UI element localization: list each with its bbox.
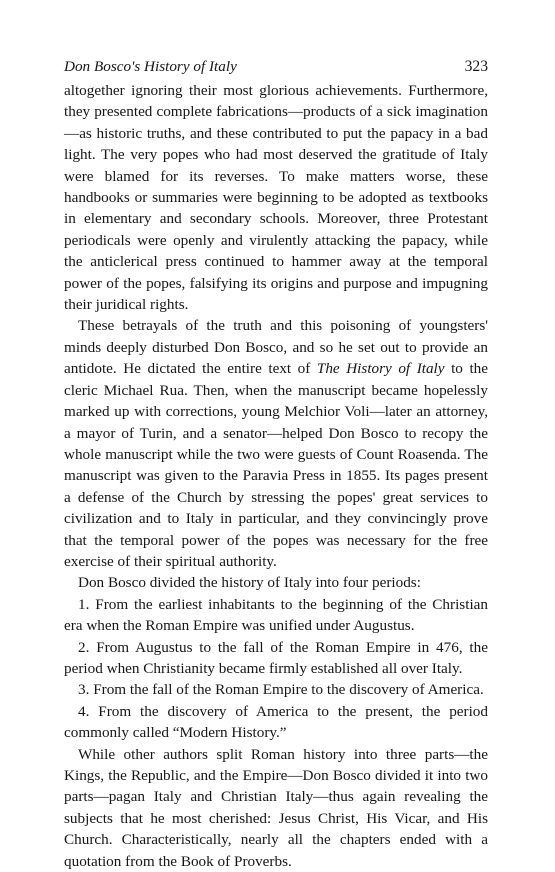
paragraph-antidote (64, 315, 488, 572)
paragraph-antidote-text-before: These betrayals of the truth and this poisoning of youngsters' minds deeply disturbed Don Bosco, and so he set out to provide an antidote. He dictated the entire text of (64, 317, 488, 378)
list-item-period-3: 3. From the fall of the Roman Empire to the discovery of America. (78, 681, 484, 699)
running-title: Don Bosco's History of Italy (64, 58, 237, 75)
page-number: 323 (464, 58, 488, 75)
book-title: The History of Italy (316, 360, 445, 378)
paragraph-antidote-text-after: to the cleric Michael Rua. Then, when the manuscript became hopelessly marked up with corrections, young Melchior Voli—later an attorney, a mayor of Turin, and a senator—helped Don Bosco to recopy the whole manuscript while the two were guests of Count Roasenda. The manuscript was given to the Paravia Press in 1855. Its pages present a defense of the Church by stressing the popes' great services to civilization and to Italy in particular, and they convincingly prove that the temporal power of the popes was necessary for the free exercise of their spiritual authority. (64, 360, 488, 570)
book-page (64, 56, 488, 872)
list-item-period-4: 4. From the discovery of America to the present, the period commonly called “Modern History.” (64, 702, 488, 742)
body-text (64, 80, 488, 872)
list-item-period-2: 2. From Augustus to the fall of the Roman Empire in 476, the period when Christianity became firmly established all over Italy. (64, 638, 488, 677)
list-item-period-1: 1. From the earliest inhabitants to the beginning of the Christian era when the Roman Empire was unified under Augustus. (64, 595, 488, 635)
paragraph-periods-intro: Don Bosco divided the history of Italy into four periods: (78, 574, 421, 592)
paragraph-continuation: altogether ignoring their most glorious achievements. Furthermore, they presented complete fabrications—products of a sick imagination—as historic truths, and these contributed to put the papacy in a bad light. The very popes who had most deserved the gratitude of Italy were blamed for its reverses. To make matters worse, these handbooks or summaries were beginning to be adopted as textbooks in elementary and secondary schools. Moreover, three Protestant periodicals were openly and virulently attacking the papacy, while the anticlerical press continued to hammer away at the temporal power of the popes, falsifying its origins and purpose and impugning their juridical rights. (64, 82, 488, 314)
paragraph-roman-history: While other authors split Roman history into three parts—the Kings, the Republic, and the Empire—Don Bosco divided it into two parts—pagan Italy and Christian Italy—thus again revealing the subjects that he most cherished: Jesus Christ, His Vicar, and His Church. Characteristically, nearly all the chapters ended with a quotation from the Book of Proverbs. (64, 745, 488, 870)
running-header (64, 56, 488, 79)
